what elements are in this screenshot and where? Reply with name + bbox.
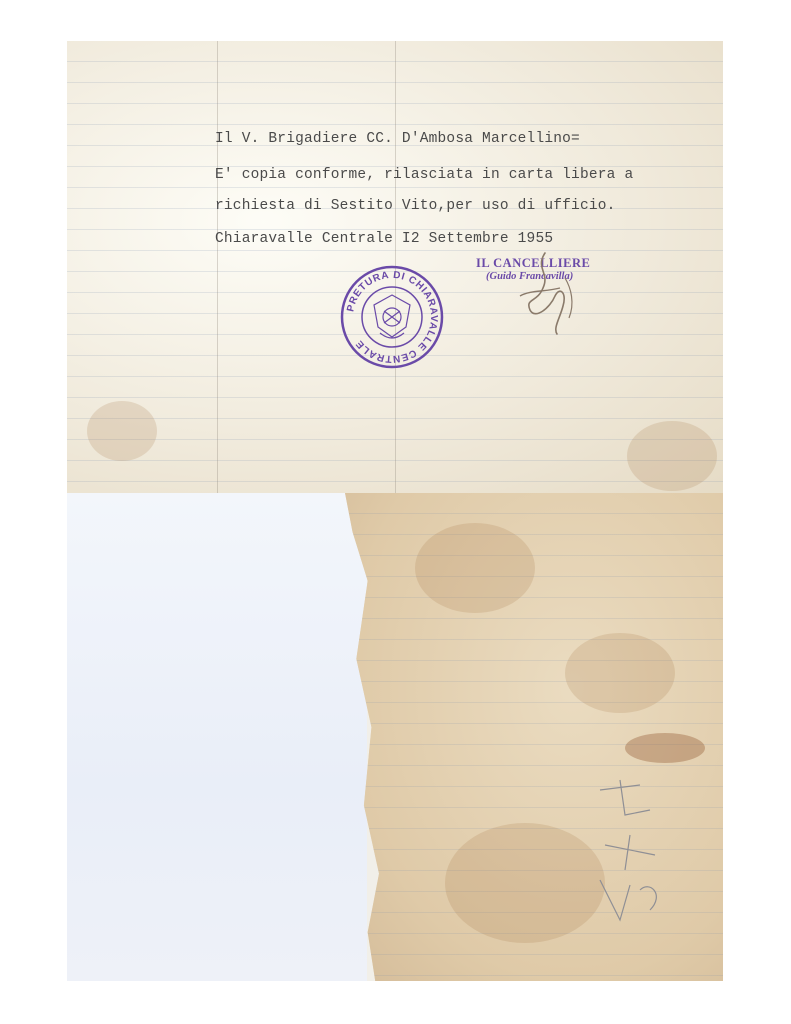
- stamp-ring-text: PRETURA DI CHIARAVALLE CENTRALE: [345, 269, 440, 365]
- stain: [565, 633, 675, 713]
- text-line-brigadiere: Il V. Brigadiere CC. D'Ambosa Marcellino=: [215, 131, 580, 147]
- stain: [625, 733, 705, 763]
- stain: [87, 401, 157, 461]
- emblem-icon: [374, 295, 410, 338]
- pencil-marks: [580, 770, 680, 930]
- text-line-copia-conforme: E' copia conforme, rilasciata in carta libera a: [215, 167, 634, 183]
- text-line-date-place: Chiaravalle Centrale I2 Settembre 1955: [215, 231, 554, 247]
- chancellor-title: IL CANCELLIERE: [476, 256, 591, 270]
- pretura-stamp: [340, 265, 444, 369]
- margin-line: [217, 41, 218, 493]
- text-line-richiesta: richiesta di Sestito Vito,per uso di ufficio.: [215, 198, 616, 214]
- handwritten-signature: [505, 248, 585, 338]
- chancellor-name: (Guido Francavilla): [486, 271, 574, 282]
- stain: [415, 523, 535, 613]
- blank-scanner-area: [67, 493, 367, 981]
- stain: [627, 421, 717, 491]
